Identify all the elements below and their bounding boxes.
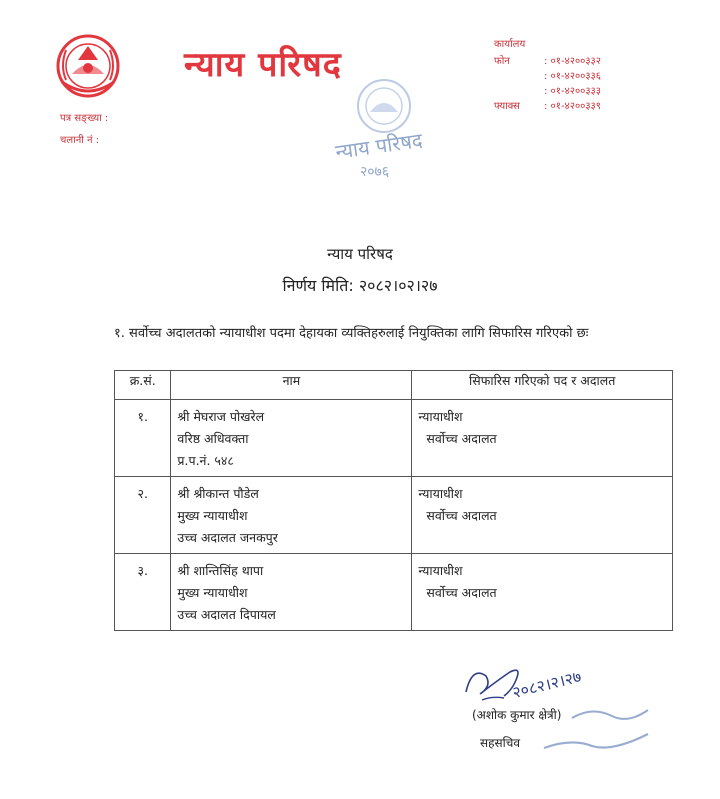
contact-label [494, 69, 544, 84]
nominee-name: श्री शान्तिसिंह थापा [177, 563, 264, 578]
recommendation-table [114, 370, 673, 631]
stamp-year: २०७६ [360, 164, 390, 180]
header-name: नाम [171, 371, 412, 400]
contact-label: फोन [494, 56, 510, 67]
nominee-position: मुख्य न्यायाधीश [177, 508, 248, 523]
signatory-title: सहसचिव [480, 736, 520, 750]
recommended-post: न्यायाधीश [418, 409, 463, 424]
nepal-emblem-icon [52, 30, 124, 102]
table-row [115, 400, 673, 477]
signatory-name: (अशोक कुमार क्षेत्री) [472, 708, 562, 722]
table-row [115, 477, 673, 554]
contact-row [494, 69, 664, 84]
contact-label: फ्याक्स [494, 101, 520, 112]
nominee-detail: प्र.प.नं. ५४८ [177, 453, 234, 468]
nominee-cell [171, 477, 412, 554]
header-post-court: सिफारिस गरिएको पद र अदालत [412, 371, 673, 400]
nominee-detail: उच्च अदालत जनकपुर [177, 530, 278, 545]
recommended-court: सर्वोच्च अदालत [426, 585, 497, 600]
contact-value: : ०१-४२००३३९ [544, 101, 601, 112]
contact-value: : ०१-४२००३३६ [544, 71, 601, 82]
document-org-heading: न्याय परिषद [327, 245, 393, 263]
contact-row [494, 99, 664, 114]
serial-number: २. [115, 477, 171, 554]
recommended-court: सर्वोच्च अदालत [426, 508, 497, 523]
letterhead-title: न्याय परिषद [184, 45, 342, 85]
dispatch-number-label: चलानी नं : [60, 135, 100, 146]
letterhead-contacts [494, 36, 664, 114]
recommended-court: सर्वोच्च अदालत [426, 431, 497, 446]
contact-row [494, 84, 664, 99]
table-row [115, 554, 673, 631]
recommended-post: न्यायाधीश [418, 563, 463, 578]
letter-number-label: पत्र सङ्ख्या : [60, 113, 109, 124]
office-label: कार्यालय [494, 39, 526, 50]
nominee-name: श्री श्रीकान्त पौडेल [177, 486, 259, 501]
letterhead-left-fields [60, 108, 108, 152]
nominee-position: वरिष्ठ अधिवक्ता [177, 431, 249, 446]
contact-value: : ०१-४२००३३३ [544, 86, 601, 97]
recommended-post-cell [412, 400, 673, 477]
decision-date: निर्णय मिति: २०८२।०२।२७ [282, 276, 438, 295]
nominee-cell [171, 554, 412, 631]
stamp-text: न्याय परिषद [333, 127, 424, 164]
table-header-row [115, 371, 673, 400]
nominee-cell [171, 400, 412, 477]
contact-value: : ०१-४२००३३२ [544, 56, 601, 67]
intro-paragraph: १. सर्वोच्च अदालतको न्यायाधीश पदमा देहायका व्यक्तिहरुलाई नियुक्तिका लागि सिफारिस गरिएको छः [114, 326, 589, 341]
recommended-post-cell [412, 477, 673, 554]
recommended-post: न्यायाधीश [418, 486, 463, 501]
signature-date: २०८२।२।२७ [510, 666, 584, 703]
contact-row [494, 54, 664, 69]
nominee-name: श्री मेघराज पोखरेल [177, 409, 265, 424]
contact-label [494, 84, 544, 99]
nominee-position: मुख्य न्यायाधीश [177, 585, 248, 600]
serial-number: १. [115, 400, 171, 477]
nominee-detail: उच्च अदालत दिपायल [177, 607, 276, 622]
serial-number: ३. [115, 554, 171, 631]
recommended-post-cell [412, 554, 673, 631]
header-serial: क्र.सं. [115, 371, 171, 400]
official-stamp-icon [326, 72, 446, 184]
